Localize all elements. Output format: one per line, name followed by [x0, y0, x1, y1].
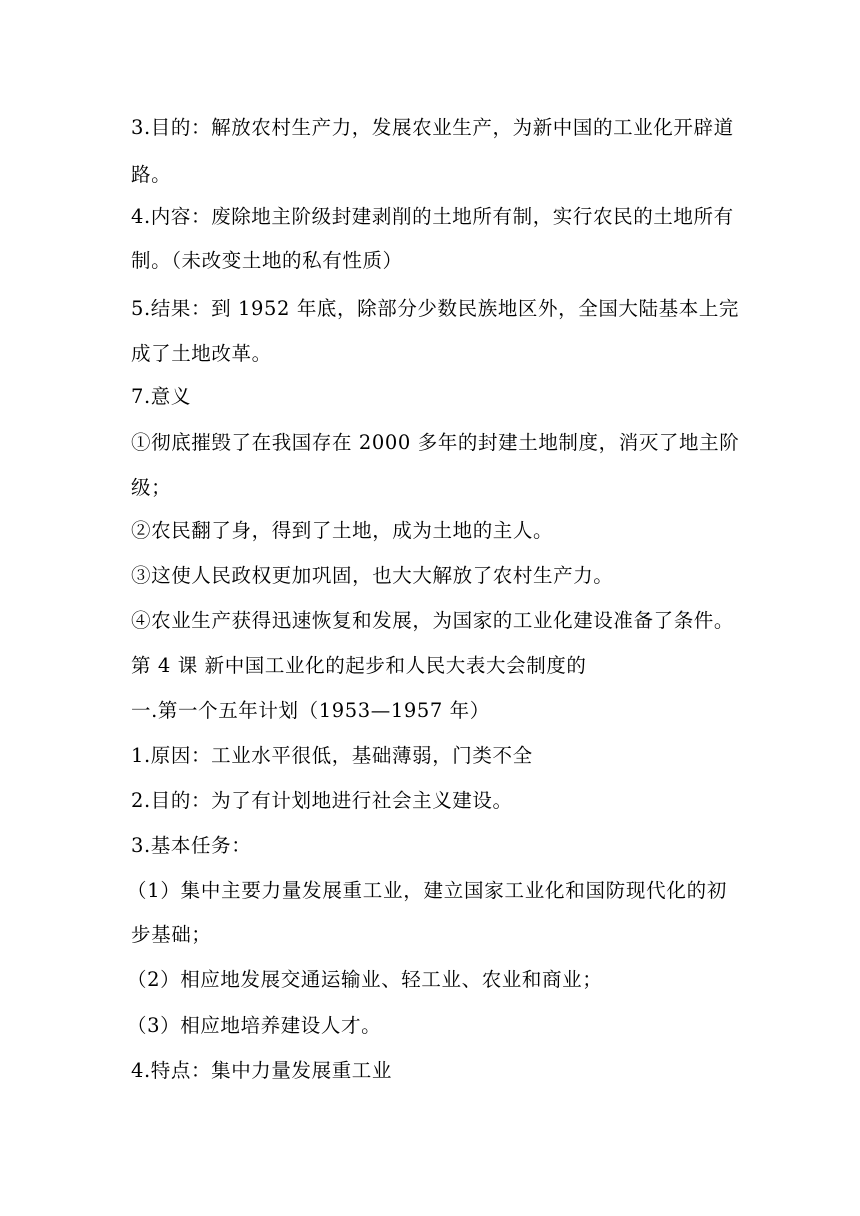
plan-purpose: 2.目的：为了有计划地进行社会主义建设。 [131, 789, 513, 812]
plan-task-3: （3）相应地培养建设人才。 [127, 1014, 382, 1037]
significance-item-4: ④农业生产获得迅速恢复和发展，为国家的工业化建设准备了条件。 [131, 609, 735, 632]
plan-tasks-heading: 3.基本任务： [131, 834, 252, 857]
result-line-2: 成了土地改革。 [131, 342, 272, 365]
significance-item-1-line-1: ①彻底摧毁了在我国存在 2000 多年的封建土地制度，消灭了地主阶 [131, 431, 740, 454]
plan-task-2: （2）相应地发展交通运输业、轻工业、农业和商业； [127, 968, 603, 991]
result-line-1: 5.结果：到 1952 年底，除部分少数民族地区外，全国大陆基本上完 [131, 297, 740, 320]
plan-task-1-line-1: （1）集中主要力量发展重工业，建立国家工业化和国防现代化的初 [127, 879, 727, 902]
content-line-2: 制。（未改变土地的私有性质） [131, 249, 403, 272]
plan-feature: 4.特点：集中力量发展重工业 [131, 1059, 393, 1082]
significance-item-1-line-2: 级； [131, 476, 172, 499]
lesson-title: 第 4 课 新中国工业化的起步和人民大表大会制度的 [131, 654, 587, 677]
significance-item-3: ③这使人民政权更加巩固，也大大解放了农村生产力。 [131, 564, 614, 587]
significance-heading: 7.意义 [131, 385, 192, 408]
content-line-1: 4.内容：废除地主阶级封建剥削的土地所有制，实行农民的土地所有 [131, 205, 734, 228]
plan-reason: 1.原因：工业水平很低，基础薄弱，门类不全 [131, 744, 533, 767]
purpose-line-2: 路。 [131, 163, 172, 186]
section-heading-five-year-plan: 一.第一个五年计划（1953—1957 年） [131, 699, 490, 722]
purpose-line-1: 3.目的：解放农村生产力，发展农业生产，为新中国的工业化开辟道 [131, 116, 734, 139]
plan-task-1-line-2: 步基础； [131, 923, 212, 946]
significance-item-2: ②农民翻了身，得到了土地，成为土地的主人。 [131, 519, 554, 542]
